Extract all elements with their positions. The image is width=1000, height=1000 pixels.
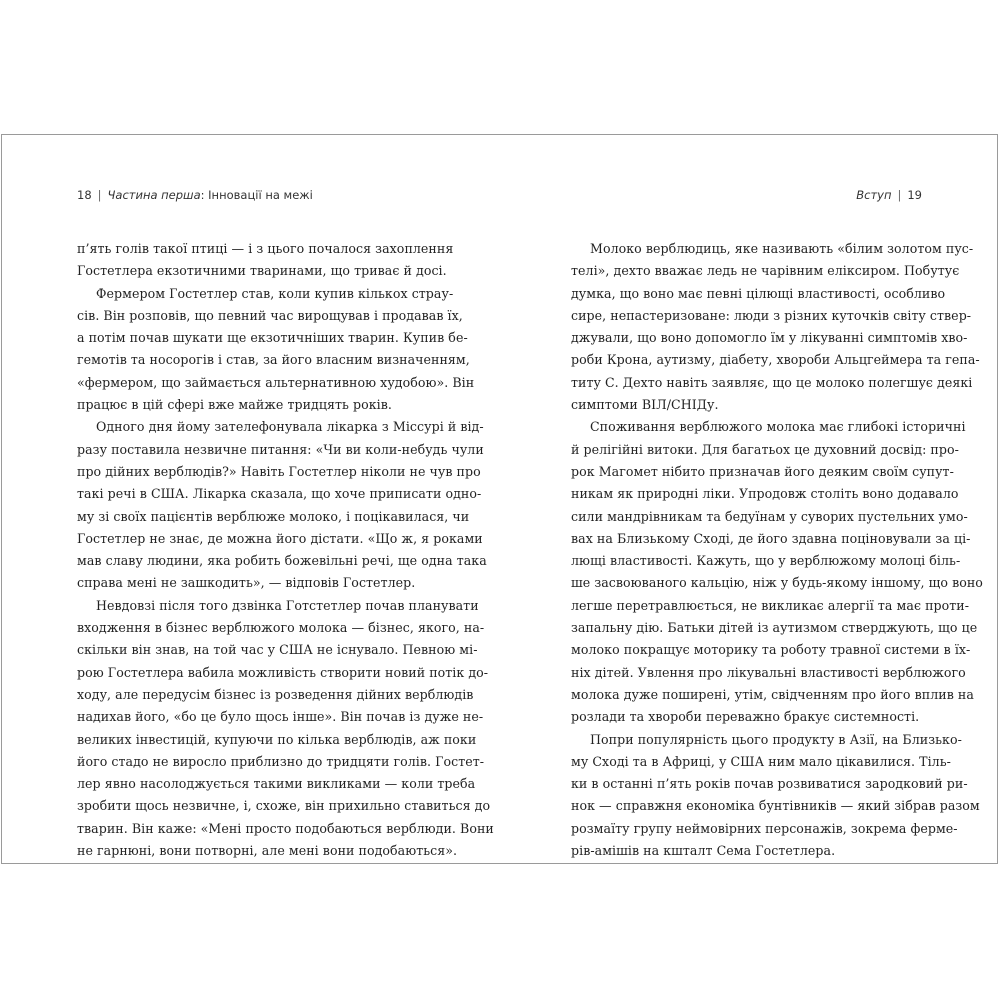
text-line: лер явно насолоджується такими викликами — коли треба	[77, 776, 476, 792]
text-line: про дійних верблюдів?» Навіть Гостетлер ніколи не чув про	[77, 463, 481, 479]
text-line: никам як природні ліки. Упродовж століть воно додавало	[571, 486, 959, 502]
text-line: легше перетравлюється, не викликає алергії та має проти-	[571, 597, 970, 613]
text-line: рів-амішів на кшталт Сема Гостетлера.	[571, 843, 836, 859]
text-line: лющі властивості. Кажуть, що у верблюжому молоці біль-	[571, 553, 961, 569]
text-line: тварин. Він каже: «Мені просто подобаються верблюди. Вони	[77, 820, 494, 836]
text-line: такі речі в США. Лікарка сказала, що хоче приписати одно-	[77, 486, 482, 502]
text-line: Невдовзі після того дзвінка Готстетлер почав планувати	[96, 597, 479, 613]
text-line: сили мандрівникам та бедуїнам у суворих пустельних умо-	[571, 508, 968, 524]
right-page	[500, 135, 997, 863]
text-line: титу С. Дехто навіть заявляє, що це молоко полегшує деякі	[571, 374, 973, 390]
text-line: джували, що воно допомогло їм у лікуванні симптомів хво-	[571, 330, 968, 346]
left-running-head	[77, 188, 313, 202]
text-line: симптоми ВІЛ/СНІДу.	[571, 397, 719, 413]
text-line: розмаїту групу неймовірних персонажів, зокрема ферме-	[571, 820, 958, 836]
text-line: роби Крона, аутизму, діабету, хвороби Альцгеймера та гепа-	[571, 352, 980, 368]
text-line: Гостетлер не знає, де можна його дістати. «Що ж, я роками	[77, 530, 483, 546]
text-line: молока дуже поширені, утім, свідченням про його вплив на	[571, 686, 974, 702]
left-header-separator: |	[97, 188, 102, 202]
text-line: рою Гостетлера вабила можливість створити новий потік до-	[77, 664, 489, 680]
text-line: ніх дітей. Увлення про лікувальні властивості верблюжого	[571, 664, 966, 680]
text-line: не гарнюні, вони потворні, але мені вони подобаються».	[77, 843, 458, 859]
book-spread	[1, 134, 998, 864]
text-line: ходу, але передусім бізнес із розведення дійних верблюдів	[77, 686, 474, 702]
part-label: Частина перша	[107, 188, 201, 202]
text-line: рок Магомет нібито призначав його деяким своїм супут-	[571, 463, 954, 479]
right-text-block	[571, 238, 983, 862]
text-line: входження в бізнес верблюжого молока — бізнес, якого, на-	[77, 620, 485, 636]
text-line: гемотів та носорогів і став, за його власним визначенням,	[77, 352, 470, 368]
left-text-block	[77, 238, 494, 862]
text-line: думка, що воно має певні цілющі властивості, особливо	[571, 285, 946, 301]
text-line: телі», дехто вважає ледь не чарівним еліксиром. Побутує	[571, 263, 960, 279]
text-line: вах на Близькому Сході, де його здавна поціновували за ці-	[571, 530, 971, 546]
text-line: скільки він знав, на той час у США не існувало. Певною мі-	[77, 642, 478, 658]
text-line: його стадо не виросло приблизно до тридцяти голів. Гостет-	[77, 753, 485, 769]
text-line: сире, непастеризоване: люди з різних куточків світу ствер-	[571, 307, 972, 323]
right-running-head	[856, 188, 922, 202]
text-line: Фермером Гостетлер став, коли купив кількох страу-	[96, 285, 454, 301]
text-line: сів. Він розповів, що певний час вирощував і продавав їх,	[77, 307, 463, 323]
text-line: Споживання верблюжого молока має глибокі історичні	[590, 419, 966, 435]
text-line: му Сході та в Африці, у США ним мало цікавилися. Тіль-	[571, 753, 951, 769]
text-line: мав славу людини, яка робить божевільні речі, ще одна така	[77, 553, 487, 569]
left-page-number: 18	[77, 188, 92, 202]
text-line: працює в цій сфері вже майже тридцять років.	[77, 397, 392, 413]
text-line: Одного дня йому зателефонувала лікарка з Міссурі й від-	[96, 419, 484, 435]
text-line: надихав його, «бо це було щось інше». Він почав із дуже не-	[77, 709, 484, 725]
text-line: Гостетлера екзотичними тваринами, що триває й досі.	[77, 263, 447, 279]
text-line: Молоко верблюдиць, яке називають «білим золотом пус-	[590, 241, 974, 256]
text-line: запальну дію. Батьки дітей із аутизмом стверджують, що це	[571, 620, 978, 636]
right-page-number: 19	[907, 188, 922, 202]
text-line: справа мені не зашкодить», — відповів Гостетлер.	[77, 575, 416, 591]
text-line: зробити щось незвичне, і, схоже, він прихильно ставиться до	[77, 798, 491, 814]
text-line: п’ять голів такої птиці — і з цього почалося захоплення	[77, 241, 454, 256]
text-line: Попри популярність цього продукту в Азії, на Близько-	[590, 731, 962, 747]
text-line: нок — справжня економіка бунтівників — який зібрав разом	[571, 798, 980, 814]
text-line: «фермером, що займається альтернативною худобою». Він	[77, 374, 475, 390]
text-line: великих інвестицій, купуючи по кілька верблюдів, аж поки	[77, 731, 477, 747]
left-page	[2, 135, 500, 863]
text-line: молоко покращує моторику та роботу травної системи в їх-	[571, 642, 971, 658]
text-line: а потім почав шукати ще екзотичніших тварин. Купив бе-	[77, 330, 468, 346]
text-line: й релігійні витоки. Для багатьох це духовний досвід: про-	[571, 441, 959, 457]
section-title: Вступ	[856, 188, 892, 202]
text-line: му зі своїх пацієнтів верблюже молоко, і поцікавилася, чи	[77, 508, 470, 524]
text-line: ше засвоюваного кальцію, ніж у будь-якому іншому, що воно	[571, 575, 983, 591]
text-line: разу поставила незвичне питання: «Чи ви коли-небудь чули	[77, 441, 484, 457]
chapter-title: : Інновації на межі	[200, 188, 313, 202]
text-line: ки в останні п’ять років почав розвиватися зародковий ри-	[571, 776, 968, 792]
text-line: розлади та хвороби переважно бракує системності.	[571, 709, 920, 725]
right-header-separator: |	[897, 188, 902, 202]
